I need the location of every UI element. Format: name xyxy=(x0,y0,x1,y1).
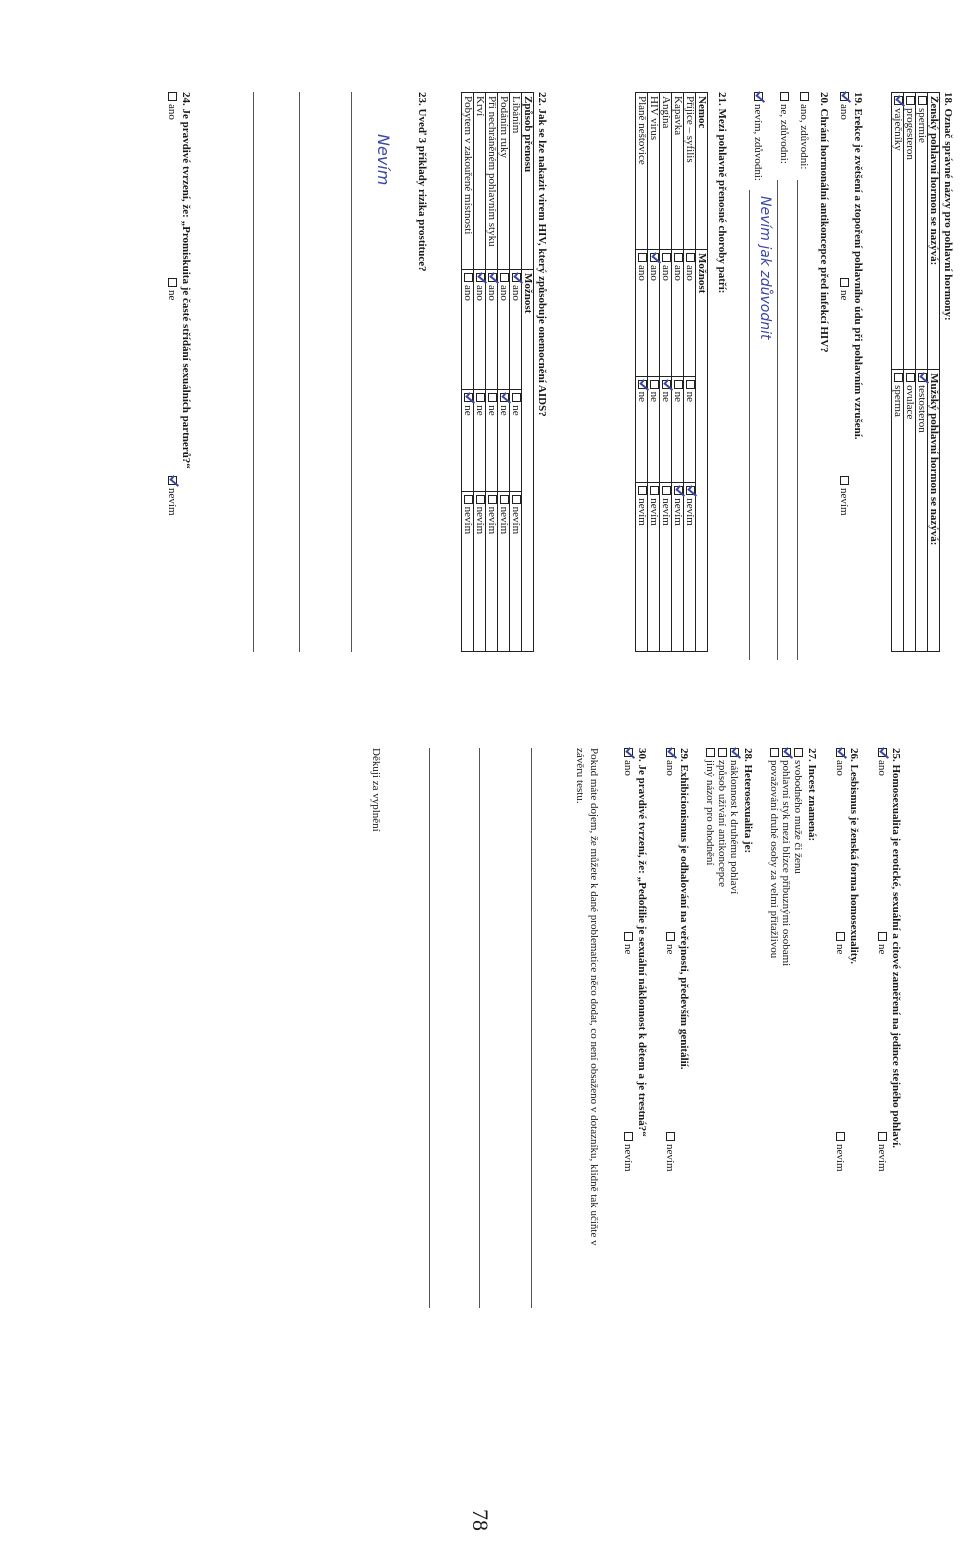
q22-opt-ne[interactable]: ne xyxy=(474,390,486,491)
q23-title: 23. Uveď 3 příklady rizika prostituce? xyxy=(416,92,428,272)
checkbox[interactable] xyxy=(780,92,789,101)
q22-header-option: Možnost xyxy=(522,270,534,652)
q29-opt-ne[interactable]: ne xyxy=(663,932,676,954)
checkbox[interactable] xyxy=(800,92,809,101)
q18-table xyxy=(891,92,940,652)
q22-way: Krví xyxy=(474,93,486,270)
q22-opt-ne[interactable]: ne xyxy=(510,390,522,491)
checkbox[interactable] xyxy=(878,1132,887,1141)
q22-opt-ano[interactable]: ano xyxy=(510,270,522,390)
q22-header-way: Způsob přenosu xyxy=(522,93,534,270)
checkbox[interactable] xyxy=(794,748,803,757)
checkbox[interactable] xyxy=(650,380,659,389)
q28-title: 28. Heterosexualita je: xyxy=(742,748,754,854)
checkbox[interactable] xyxy=(770,748,779,757)
q24-title: 24. Je pravdivé tvrzení, že: „Promiskuita je časté střídání sexuálních partnerů?“ xyxy=(180,92,192,469)
q21-opt-ano[interactable]: ano xyxy=(636,250,648,377)
checkbox-checked[interactable] xyxy=(894,96,903,105)
checkbox[interactable] xyxy=(512,393,521,402)
checkbox[interactable] xyxy=(686,253,695,262)
q22-opt-ano[interactable]: ano xyxy=(486,270,498,390)
checkbox-checked[interactable] xyxy=(650,253,659,262)
q26-opt-ano[interactable]: ano xyxy=(833,748,846,776)
checkbox[interactable] xyxy=(638,253,647,262)
q22-opt-nevim[interactable]: nevím xyxy=(462,491,474,651)
q25-opt-ne[interactable]: ne xyxy=(875,932,888,954)
checkbox-checked[interactable] xyxy=(878,748,887,757)
q28-opt-0[interactable]: náklonnost k druhému pohlaví xyxy=(727,748,740,894)
checkbox[interactable] xyxy=(476,393,485,402)
q21-opt-ne[interactable]: ne xyxy=(636,376,648,483)
q22-way: Při nechráněném pohlavním styku xyxy=(486,93,498,270)
answer-line[interactable] xyxy=(479,748,480,1308)
q18-male-opt-1[interactable]: ovulace xyxy=(904,370,916,652)
checkbox[interactable] xyxy=(662,253,671,262)
checkbox[interactable] xyxy=(918,96,927,105)
q18-male-opt-2[interactable]: sperma xyxy=(892,370,904,652)
checkbox-checked[interactable] xyxy=(674,486,683,495)
checkbox[interactable] xyxy=(488,495,497,504)
q26-opt-ne[interactable]: ne xyxy=(833,932,846,954)
checkbox-checked[interactable] xyxy=(624,748,633,757)
q21-table xyxy=(635,92,708,652)
q22-opt-nevim[interactable]: nevím xyxy=(510,491,522,651)
answer-line[interactable] xyxy=(253,92,254,652)
q18-female-opt-2[interactable]: vaječníky xyxy=(892,93,904,370)
q27-title: 27. Incest znamená: xyxy=(806,748,818,842)
q19-opt-nevim[interactable]: nevím xyxy=(837,476,850,516)
q18-female-opt-0[interactable]: spermie xyxy=(916,93,928,370)
q20-opt-ano[interactable]: ano, zdůvodni: xyxy=(797,92,810,169)
q21-opt-ano[interactable]: ano xyxy=(660,250,672,377)
q21-disease: HIV virus xyxy=(648,93,660,250)
q21-opt-ano[interactable]: ano xyxy=(672,250,684,377)
q24-opt-nevim[interactable]: nevím xyxy=(165,476,178,516)
q22-opt-nevim[interactable]: nevím xyxy=(498,491,510,651)
checkbox[interactable] xyxy=(624,932,633,941)
q21-opt-ne[interactable]: ne xyxy=(684,376,696,483)
q20-opt-nevim[interactable]: nevím, zdůvodni: xyxy=(751,92,764,181)
q22-opt-ne[interactable]: ne xyxy=(498,390,510,491)
checkbox[interactable] xyxy=(836,932,845,941)
q28-opt-2[interactable]: jiný názor pro ohodnění xyxy=(703,748,716,865)
checkbox-checked[interactable] xyxy=(836,748,845,757)
closing-note-line2: závěru testu. xyxy=(574,748,586,804)
checkbox[interactable] xyxy=(476,495,485,504)
q21-title: 21. Mezi pohlavně přenosné choroby patří: xyxy=(716,92,728,294)
checkbox[interactable] xyxy=(706,748,715,757)
q26-opt-nevim[interactable]: nevím xyxy=(833,1132,846,1172)
q20-opt-ne[interactable]: ne, zdůvodni: xyxy=(777,92,790,164)
checkbox-checked[interactable] xyxy=(488,273,497,282)
checkbox[interactable] xyxy=(674,380,683,389)
q21-opt-nevim[interactable]: nevím xyxy=(636,483,648,652)
q29-title: 29. Exhibicionismus je odhalování na veřejnosti, především genitálií. xyxy=(678,748,690,1070)
checkbox[interactable] xyxy=(840,278,849,287)
q21-opt-ne[interactable]: ne xyxy=(672,376,684,483)
checkbox[interactable] xyxy=(840,476,849,485)
answer-line[interactable] xyxy=(429,748,430,1308)
q21-opt-ne[interactable]: ne xyxy=(660,376,672,483)
checkbox-checked[interactable] xyxy=(782,748,791,757)
checkbox-checked[interactable] xyxy=(464,393,473,402)
checkbox-checked[interactable] xyxy=(918,373,927,382)
q22-opt-nevim[interactable]: nevím xyxy=(486,491,498,651)
checkbox[interactable] xyxy=(836,1132,845,1141)
q29-opt-nevim[interactable]: nevím xyxy=(663,1132,676,1172)
checkbox[interactable] xyxy=(666,932,675,941)
checkbox[interactable] xyxy=(168,92,177,101)
q22-way: Podáním ruky xyxy=(498,93,510,270)
checkbox-checked[interactable] xyxy=(666,748,675,757)
checkbox[interactable] xyxy=(624,1132,633,1141)
q27-opt-0[interactable]: svobodného muže či ženu xyxy=(791,748,804,874)
answer-line[interactable] xyxy=(777,180,778,660)
q22-opt-ano[interactable]: ano xyxy=(474,270,486,390)
q21-opt-nevim[interactable]: nevím xyxy=(648,483,660,652)
q25-opt-nevim[interactable]: nevím xyxy=(875,1132,888,1172)
q21-header-option: Možnost xyxy=(696,250,708,652)
q18-female-opt-1[interactable]: progesteron xyxy=(904,93,916,370)
q21-disease: Příjice – syfilis xyxy=(684,93,696,250)
page-number: 78 xyxy=(468,1509,493,1531)
q25-title: 25. Homosexualita je erotické, sexuální a citové zaměření na jedince stejného pohlaví. xyxy=(890,748,902,1149)
checkbox-checked[interactable] xyxy=(662,380,671,389)
q24-opt-ano[interactable]: ano xyxy=(165,92,178,120)
q27-opt-2[interactable]: považování druhé osoby za velmi přitažlivou xyxy=(767,748,780,958)
q21-header-disease: Nemoc xyxy=(696,93,708,250)
q20-handwritten-answer: Nevím jak zdůvodnit xyxy=(757,196,773,340)
q24-opt-ne[interactable]: ne xyxy=(165,278,178,300)
q30-title: 30. Je pravdivé tvrzení, že: „Pedofilie je sexuální náklonnost k dětem a je trestná?“ xyxy=(636,748,648,1137)
checkbox[interactable] xyxy=(464,495,473,504)
q22-table xyxy=(461,92,534,652)
q18-male-opt-0[interactable]: testosteron xyxy=(916,370,928,652)
checkbox[interactable] xyxy=(488,393,497,402)
q21-disease: Kapavka xyxy=(672,93,684,250)
q25-opt-ano[interactable]: ano xyxy=(875,748,888,776)
q19-opt-ano[interactable]: ano xyxy=(837,92,850,120)
q22-opt-ano[interactable]: ano xyxy=(462,270,474,390)
checkbox[interactable] xyxy=(650,486,659,495)
q18-col-female: Ženský pohlavní hormon se nazývá: xyxy=(928,93,940,370)
q21-opt-ano[interactable]: ano xyxy=(684,250,696,377)
q21-disease: Planě neštovice xyxy=(636,93,648,250)
closing-thanks: Děkuji za vyplnění xyxy=(370,748,382,832)
q29-opt-ano[interactable]: ano xyxy=(663,748,676,776)
checkbox[interactable] xyxy=(638,486,647,495)
answer-line[interactable] xyxy=(797,180,798,660)
checkbox[interactable] xyxy=(718,748,727,757)
q18-title: 18. Označ správné názvy pro pohlavní hormony: xyxy=(942,92,954,321)
checkbox-checked[interactable] xyxy=(168,476,177,485)
answer-line[interactable] xyxy=(531,748,532,1308)
q28-opt-1[interactable]: způsob užívání antikoncepce xyxy=(715,748,728,887)
q22-opt-ne[interactable]: ne xyxy=(486,390,498,491)
q22-opt-ne[interactable]: ne xyxy=(462,390,474,491)
checkbox-checked[interactable] xyxy=(638,380,647,389)
answer-line[interactable] xyxy=(749,190,750,660)
checkbox-checked[interactable] xyxy=(500,393,509,402)
q18-col-male: Mužský pohlavní hormon se nazývá: xyxy=(928,370,940,652)
q22-title: 22. Jak se lze nakazit virem HIV, který způsobuje onemocnění AIDS? xyxy=(536,92,548,417)
q23-handwritten-answer: Nevím xyxy=(374,134,393,186)
checkbox[interactable] xyxy=(512,495,521,504)
q21-opt-nevim[interactable]: nevím xyxy=(672,483,684,652)
q30-opt-ne[interactable]: ne xyxy=(621,932,634,954)
checkbox[interactable] xyxy=(906,96,915,105)
q21-disease: Angína xyxy=(660,93,672,250)
checkbox-checked[interactable] xyxy=(476,273,485,282)
answer-line[interactable] xyxy=(299,92,300,652)
q22-opt-ano[interactable]: ano xyxy=(498,270,510,390)
q19-title: 19. Erekce je zvětšení a ztopoření pohlavního údu při pohlavním vzrušení. xyxy=(852,92,864,440)
q30-opt-nevim[interactable]: nevím xyxy=(621,1132,634,1172)
checkbox[interactable] xyxy=(906,373,915,382)
checkbox[interactable] xyxy=(878,932,887,941)
q22-way: Pobytem v zakouřené místnosti xyxy=(462,93,474,270)
q21-opt-nevim[interactable]: nevím xyxy=(660,483,672,652)
answer-line[interactable] xyxy=(351,92,352,652)
checkbox[interactable] xyxy=(686,380,695,389)
checkbox[interactable] xyxy=(666,1132,675,1141)
checkbox[interactable] xyxy=(894,373,903,382)
q22-opt-nevim[interactable]: nevím xyxy=(474,491,486,651)
checkbox[interactable] xyxy=(168,278,177,287)
q21-opt-nevim[interactable]: nevím xyxy=(684,483,696,652)
checkbox[interactable] xyxy=(464,273,473,282)
checkbox-checked[interactable] xyxy=(754,92,763,101)
q20-title: 20. Chrání hormonální antikoncepce před infekcí HIV? xyxy=(818,92,830,353)
q30-opt-ano[interactable]: ano xyxy=(621,748,634,776)
checkbox[interactable] xyxy=(674,253,683,262)
checkbox-checked[interactable] xyxy=(512,273,521,282)
checkbox-checked[interactable] xyxy=(730,748,739,757)
q21-opt-ano[interactable]: ano xyxy=(648,250,660,377)
q22-way: Líbáním xyxy=(510,93,522,270)
checkbox[interactable] xyxy=(500,273,509,282)
q26-title: 26. Lesbismus je ženská forma homosexuality. xyxy=(848,748,860,965)
q19-opt-ne[interactable]: ne xyxy=(837,278,850,300)
checkbox[interactable] xyxy=(662,486,671,495)
q27-opt-1[interactable]: pohlavní styk mezi blízce příbuznými osobami xyxy=(779,748,792,966)
q21-opt-ne[interactable]: ne xyxy=(648,376,660,483)
checkbox[interactable] xyxy=(500,495,509,504)
closing-note-line1: Pokud máte dojem, že můžete k dané problematice něco dodat, co není obsaženo v dotazníku, klidně tak učiňte v xyxy=(588,748,600,1246)
checkbox-checked[interactable] xyxy=(840,92,849,101)
checkbox-checked[interactable] xyxy=(686,486,695,495)
